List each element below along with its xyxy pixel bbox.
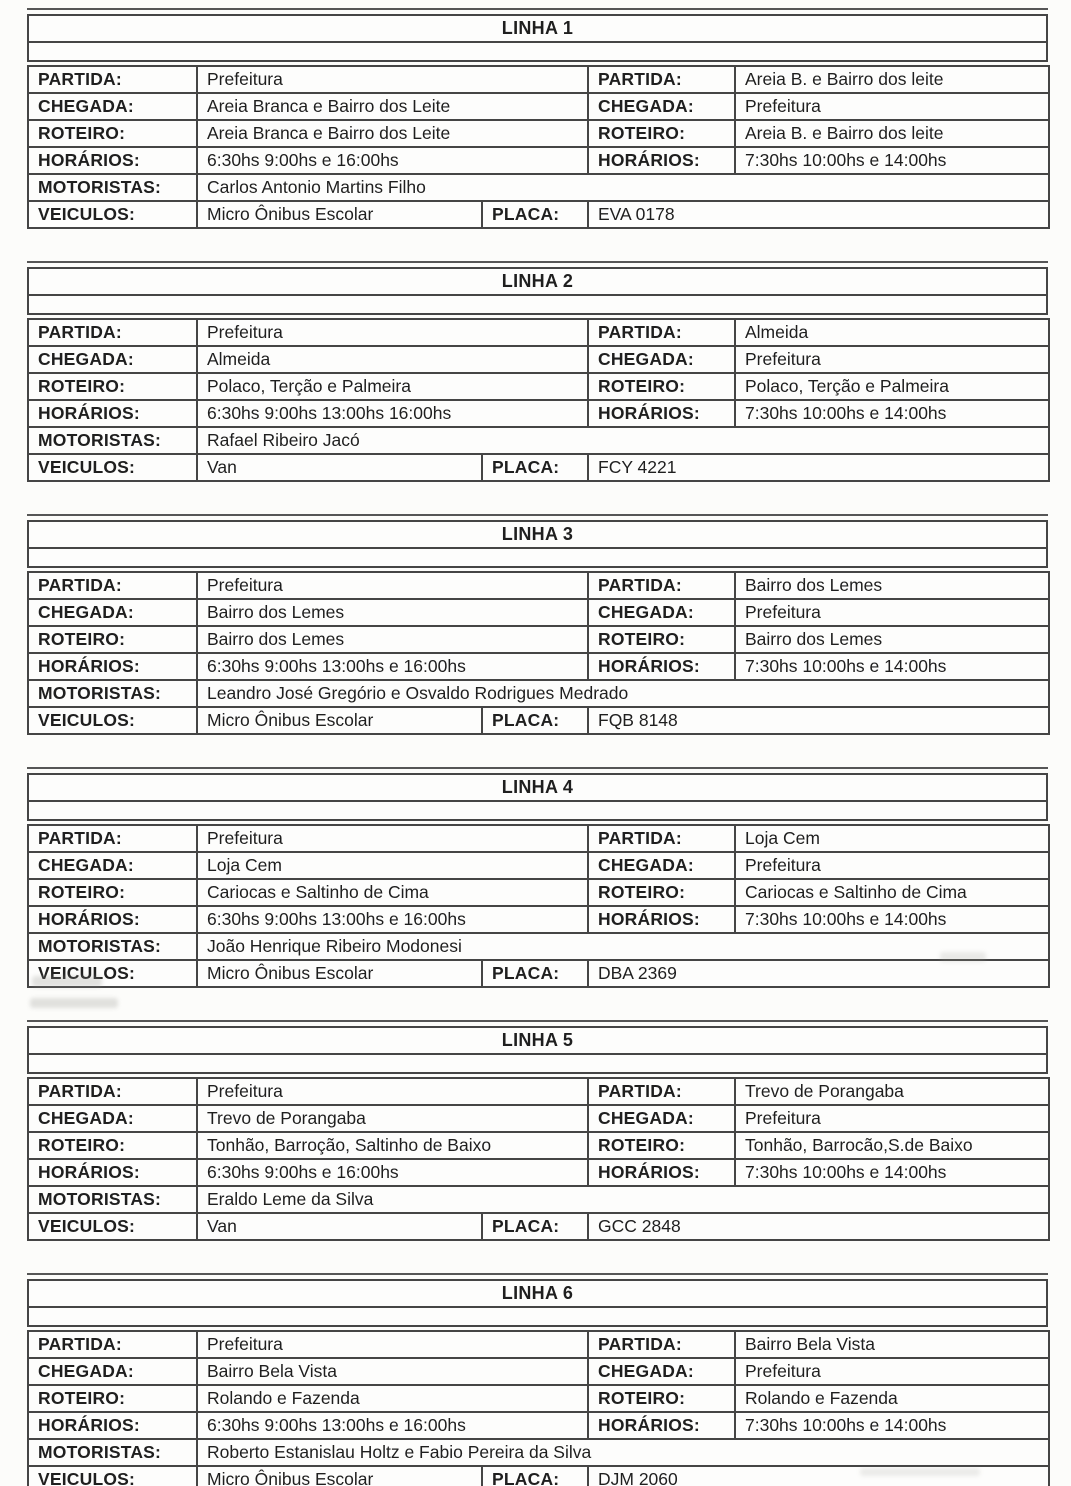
row-partida xyxy=(28,1078,1049,1105)
label-veiculos: VEICULOS: xyxy=(28,1213,197,1240)
row-partida xyxy=(28,319,1049,346)
value-partida-ida: Prefeitura xyxy=(197,825,588,852)
linha-header-box xyxy=(27,14,1048,62)
label-partida-volta: PARTIDA: xyxy=(588,825,735,852)
label-partida-volta: PARTIDA: xyxy=(588,1078,735,1105)
label-veiculos: VEICULOS: xyxy=(28,454,197,481)
value-horarios-ida: 6:30hs 9:00hs 13:00hs e 16:00hs xyxy=(197,653,588,680)
label-horarios-volta: HORÁRIOS: xyxy=(588,906,735,933)
label-roteiro-volta: ROTEIRO: xyxy=(588,373,735,400)
scan-artifact xyxy=(30,998,118,1008)
label-chegada-volta: CHEGADA: xyxy=(588,93,735,120)
linha-table xyxy=(27,1020,1048,1241)
value-veiculo: Micro Ônibus Escolar xyxy=(197,1466,482,1486)
value-roteiro-ida: Bairro dos Lemes xyxy=(197,626,588,653)
linha-table xyxy=(27,514,1048,735)
row-motoristas xyxy=(28,933,1049,960)
value-partida-ida: Prefeitura xyxy=(197,1331,588,1358)
value-horarios-ida: 6:30hs 9:00hs 13:00hs e 16:00hs xyxy=(197,1412,588,1439)
label-motoristas: MOTORISTAS: xyxy=(28,680,197,707)
value-motoristas: João Henrique Ribeiro Modonesi xyxy=(197,933,1049,960)
label-placa: PLACA: xyxy=(482,960,588,987)
label-motoristas: MOTORISTAS: xyxy=(28,1439,197,1466)
spacer-row xyxy=(29,43,1046,60)
label-chegada-ida: CHEGADA: xyxy=(28,852,197,879)
value-roteiro-ida: Rolando e Fazenda xyxy=(197,1385,588,1412)
label-veiculos: VEICULOS: xyxy=(28,960,197,987)
schedule-table xyxy=(27,1077,1050,1241)
row-roteiro xyxy=(28,373,1049,400)
value-roteiro-volta: Areia B. e Bairro dos leite xyxy=(735,120,1049,147)
linha-title: LINHA 3 xyxy=(29,522,1046,549)
value-chegada-ida: Bairro Bela Vista xyxy=(197,1358,588,1385)
label-chegada-volta: CHEGADA: xyxy=(588,852,735,879)
row-roteiro xyxy=(28,1132,1049,1159)
label-partida-volta: PARTIDA: xyxy=(588,66,735,93)
value-roteiro-ida: Cariocas e Saltinho de Cima xyxy=(197,879,588,906)
value-motoristas: Rafael Ribeiro Jacó xyxy=(197,427,1049,454)
row-roteiro xyxy=(28,879,1049,906)
value-chegada-ida: Trevo de Porangaba xyxy=(197,1105,588,1132)
label-partida-volta: PARTIDA: xyxy=(588,319,735,346)
value-roteiro-ida: Tonhão, Barroção, Saltinho de Baixo xyxy=(197,1132,588,1159)
value-roteiro-volta: Rolando e Fazenda xyxy=(735,1385,1049,1412)
value-horarios-ida: 6:30hs 9:00hs e 16:00hs xyxy=(197,1159,588,1186)
label-placa: PLACA: xyxy=(482,707,588,734)
label-horarios-volta: HORÁRIOS: xyxy=(588,147,735,174)
value-veiculo: Micro Ônibus Escolar xyxy=(197,960,482,987)
label-placa: PLACA: xyxy=(482,1466,588,1486)
value-roteiro-ida: Polaco, Terção e Palmeira xyxy=(197,373,588,400)
linha-header-box xyxy=(27,773,1048,821)
value-chegada-volta: Prefeitura xyxy=(735,852,1049,879)
label-chegada-ida: CHEGADA: xyxy=(28,1105,197,1132)
label-partida-ida: PARTIDA: xyxy=(28,1331,197,1358)
value-horarios-ida: 6:30hs 9:00hs e 16:00hs xyxy=(197,147,588,174)
linha-header-box xyxy=(27,1279,1048,1327)
value-motoristas: Roberto Estanislau Holtz e Fabio Pereira da Silva xyxy=(197,1439,1049,1466)
label-roteiro-volta: ROTEIRO: xyxy=(588,1132,735,1159)
top-border-line xyxy=(27,1273,1048,1275)
value-horarios-volta: 7:30hs 10:00hs e 14:00hs xyxy=(735,653,1049,680)
row-motoristas xyxy=(28,427,1049,454)
value-horarios-volta: 7:30hs 10:00hs e 14:00hs xyxy=(735,906,1049,933)
value-placa: DBA 2369 xyxy=(588,960,1049,987)
spacer-row xyxy=(29,549,1046,566)
value-placa: EVA 0178 xyxy=(588,201,1049,228)
top-border-line xyxy=(27,8,1048,10)
row-horarios xyxy=(28,906,1049,933)
linha-header-box xyxy=(27,520,1048,568)
label-placa: PLACA: xyxy=(482,1213,588,1240)
label-chegada-ida: CHEGADA: xyxy=(28,346,197,373)
label-horarios-volta: HORÁRIOS: xyxy=(588,400,735,427)
value-chegada-volta: Prefeitura xyxy=(735,599,1049,626)
schedule-table xyxy=(27,571,1050,735)
value-partida-ida: Prefeitura xyxy=(197,1078,588,1105)
value-placa: FCY 4221 xyxy=(588,454,1049,481)
row-chegada xyxy=(28,599,1049,626)
value-veiculo: Micro Ônibus Escolar xyxy=(197,201,482,228)
label-chegada-volta: CHEGADA: xyxy=(588,599,735,626)
value-roteiro-ida: Areia Branca e Bairro dos Leite xyxy=(197,120,588,147)
value-partida-volta: Almeida xyxy=(735,319,1049,346)
linha-title: LINHA 4 xyxy=(29,775,1046,802)
linha-header-box xyxy=(27,1026,1048,1074)
value-roteiro-volta: Polaco, Terção e Palmeira xyxy=(735,373,1049,400)
value-placa: DJM 2060 xyxy=(588,1466,1049,1486)
label-horarios-volta: HORÁRIOS: xyxy=(588,1159,735,1186)
linha-table xyxy=(27,1273,1048,1486)
label-chegada-volta: CHEGADA: xyxy=(588,1358,735,1385)
label-horarios-volta: HORÁRIOS: xyxy=(588,1412,735,1439)
value-partida-ida: Prefeitura xyxy=(197,572,588,599)
label-partida-ida: PARTIDA: xyxy=(28,66,197,93)
label-roteiro-ida: ROTEIRO: xyxy=(28,1132,197,1159)
label-roteiro-ida: ROTEIRO: xyxy=(28,373,197,400)
row-partida xyxy=(28,572,1049,599)
row-partida xyxy=(28,1331,1049,1358)
label-horarios-ida: HORÁRIOS: xyxy=(28,906,197,933)
value-motoristas: Eraldo Leme da Silva xyxy=(197,1186,1049,1213)
value-horarios-volta: 7:30hs 10:00hs e 14:00hs xyxy=(735,1412,1049,1439)
value-partida-volta: Trevo de Porangaba xyxy=(735,1078,1049,1105)
row-chegada xyxy=(28,852,1049,879)
label-roteiro-ida: ROTEIRO: xyxy=(28,1385,197,1412)
label-roteiro-ida: ROTEIRO: xyxy=(28,879,197,906)
value-horarios-volta: 7:30hs 10:00hs e 14:00hs xyxy=(735,147,1049,174)
label-chegada-ida: CHEGADA: xyxy=(28,93,197,120)
row-veiculos xyxy=(28,1466,1049,1486)
label-partida-ida: PARTIDA: xyxy=(28,1078,197,1105)
row-horarios xyxy=(28,1159,1049,1186)
value-partida-volta: Areia B. e Bairro dos leite xyxy=(735,66,1049,93)
linha-title: LINHA 5 xyxy=(29,1028,1046,1055)
label-chegada-ida: CHEGADA: xyxy=(28,599,197,626)
label-horarios-ida: HORÁRIOS: xyxy=(28,1412,197,1439)
value-partida-volta: Bairro Bela Vista xyxy=(735,1331,1049,1358)
schedule-table xyxy=(27,65,1050,229)
value-chegada-volta: Prefeitura xyxy=(735,1358,1049,1385)
row-horarios xyxy=(28,147,1049,174)
top-border-line xyxy=(27,1020,1048,1022)
value-roteiro-volta: Cariocas e Saltinho de Cima xyxy=(735,879,1049,906)
label-partida-volta: PARTIDA: xyxy=(588,1331,735,1358)
label-veiculos: VEICULOS: xyxy=(28,707,197,734)
row-chegada xyxy=(28,93,1049,120)
row-roteiro xyxy=(28,120,1049,147)
value-chegada-volta: Prefeitura xyxy=(735,346,1049,373)
value-chegada-volta: Prefeitura xyxy=(735,93,1049,120)
value-chegada-volta: Prefeitura xyxy=(735,1105,1049,1132)
value-partida-ida: Prefeitura xyxy=(197,319,588,346)
value-partida-volta: Loja Cem xyxy=(735,825,1049,852)
schedule-table xyxy=(27,1330,1050,1486)
schedule-table xyxy=(27,318,1050,482)
label-horarios-ida: HORÁRIOS: xyxy=(28,147,197,174)
linha-table xyxy=(27,261,1048,482)
label-motoristas: MOTORISTAS: xyxy=(28,1186,197,1213)
top-border-line xyxy=(27,767,1048,769)
linha-title: LINHA 1 xyxy=(29,16,1046,43)
label-placa: PLACA: xyxy=(482,201,588,228)
row-chegada xyxy=(28,1105,1049,1132)
label-chegada-volta: CHEGADA: xyxy=(588,346,735,373)
value-partida-volta: Bairro dos Lemes xyxy=(735,572,1049,599)
spacer-row xyxy=(29,296,1046,313)
label-roteiro-ida: ROTEIRO: xyxy=(28,120,197,147)
row-veiculos xyxy=(28,1213,1049,1240)
label-motoristas: MOTORISTAS: xyxy=(28,174,197,201)
linha-table xyxy=(27,8,1048,229)
row-horarios xyxy=(28,400,1049,427)
label-placa: PLACA: xyxy=(482,454,588,481)
value-horarios-volta: 7:30hs 10:00hs e 14:00hs xyxy=(735,400,1049,427)
value-roteiro-volta: Bairro dos Lemes xyxy=(735,626,1049,653)
row-chegada xyxy=(28,346,1049,373)
linha-header-box xyxy=(27,267,1048,315)
row-motoristas xyxy=(28,1439,1049,1466)
row-roteiro xyxy=(28,1385,1049,1412)
label-partida-ida: PARTIDA: xyxy=(28,319,197,346)
label-roteiro-volta: ROTEIRO: xyxy=(588,120,735,147)
label-roteiro-volta: ROTEIRO: xyxy=(588,879,735,906)
value-chegada-ida: Areia Branca e Bairro dos Leite xyxy=(197,93,588,120)
top-border-line xyxy=(27,261,1048,263)
value-motoristas: Carlos Antonio Martins Filho xyxy=(197,174,1049,201)
label-roteiro-volta: ROTEIRO: xyxy=(588,1385,735,1412)
row-motoristas xyxy=(28,174,1049,201)
linha-table xyxy=(27,767,1048,988)
label-chegada-ida: CHEGADA: xyxy=(28,1358,197,1385)
spacer-row xyxy=(29,1055,1046,1072)
row-horarios xyxy=(28,1412,1049,1439)
linha-title: LINHA 6 xyxy=(29,1281,1046,1308)
label-motoristas: MOTORISTAS: xyxy=(28,933,197,960)
value-chegada-ida: Loja Cem xyxy=(197,852,588,879)
label-roteiro-volta: ROTEIRO: xyxy=(588,626,735,653)
schedule-table xyxy=(27,824,1050,988)
row-motoristas xyxy=(28,1186,1049,1213)
label-partida-volta: PARTIDA: xyxy=(588,572,735,599)
label-horarios-ida: HORÁRIOS: xyxy=(28,653,197,680)
value-placa: FQB 8148 xyxy=(588,707,1049,734)
row-chegada xyxy=(28,1358,1049,1385)
label-partida-ida: PARTIDA: xyxy=(28,572,197,599)
value-veiculo: Van xyxy=(197,1213,482,1240)
label-veiculos: VEICULOS: xyxy=(28,1466,197,1486)
row-veiculos xyxy=(28,201,1049,228)
label-horarios-ida: HORÁRIOS: xyxy=(28,1159,197,1186)
linha-title: LINHA 2 xyxy=(29,269,1046,296)
value-partida-ida: Prefeitura xyxy=(197,66,588,93)
label-roteiro-ida: ROTEIRO: xyxy=(28,626,197,653)
row-horarios xyxy=(28,653,1049,680)
label-horarios-volta: HORÁRIOS: xyxy=(588,653,735,680)
value-motoristas: Leandro José Gregório e Osvaldo Rodrigues Medrado xyxy=(197,680,1049,707)
row-veiculos xyxy=(28,707,1049,734)
label-horarios-ida: HORÁRIOS: xyxy=(28,400,197,427)
value-horarios-volta: 7:30hs 10:00hs e 14:00hs xyxy=(735,1159,1049,1186)
value-chegada-ida: Almeida xyxy=(197,346,588,373)
row-motoristas xyxy=(28,680,1049,707)
row-partida xyxy=(28,825,1049,852)
value-placa: GCC 2848 xyxy=(588,1213,1049,1240)
label-veiculos: VEICULOS: xyxy=(28,201,197,228)
value-horarios-ida: 6:30hs 9:00hs 13:00hs e 16:00hs xyxy=(197,906,588,933)
label-motoristas: MOTORISTAS: xyxy=(28,427,197,454)
value-horarios-ida: 6:30hs 9:00hs 13:00hs 16:00hs xyxy=(197,400,588,427)
value-veiculo: Van xyxy=(197,454,482,481)
label-partida-ida: PARTIDA: xyxy=(28,825,197,852)
value-veiculo: Micro Ônibus Escolar xyxy=(197,707,482,734)
row-partida xyxy=(28,66,1049,93)
row-roteiro xyxy=(28,626,1049,653)
row-veiculos xyxy=(28,454,1049,481)
spacer-row xyxy=(29,802,1046,819)
value-roteiro-volta: Tonhão, Barrocão,S.de Baixo xyxy=(735,1132,1049,1159)
spacer-row xyxy=(29,1308,1046,1325)
row-veiculos xyxy=(28,960,1049,987)
top-border-line xyxy=(27,514,1048,516)
value-chegada-ida: Bairro dos Lemes xyxy=(197,599,588,626)
label-chegada-volta: CHEGADA: xyxy=(588,1105,735,1132)
